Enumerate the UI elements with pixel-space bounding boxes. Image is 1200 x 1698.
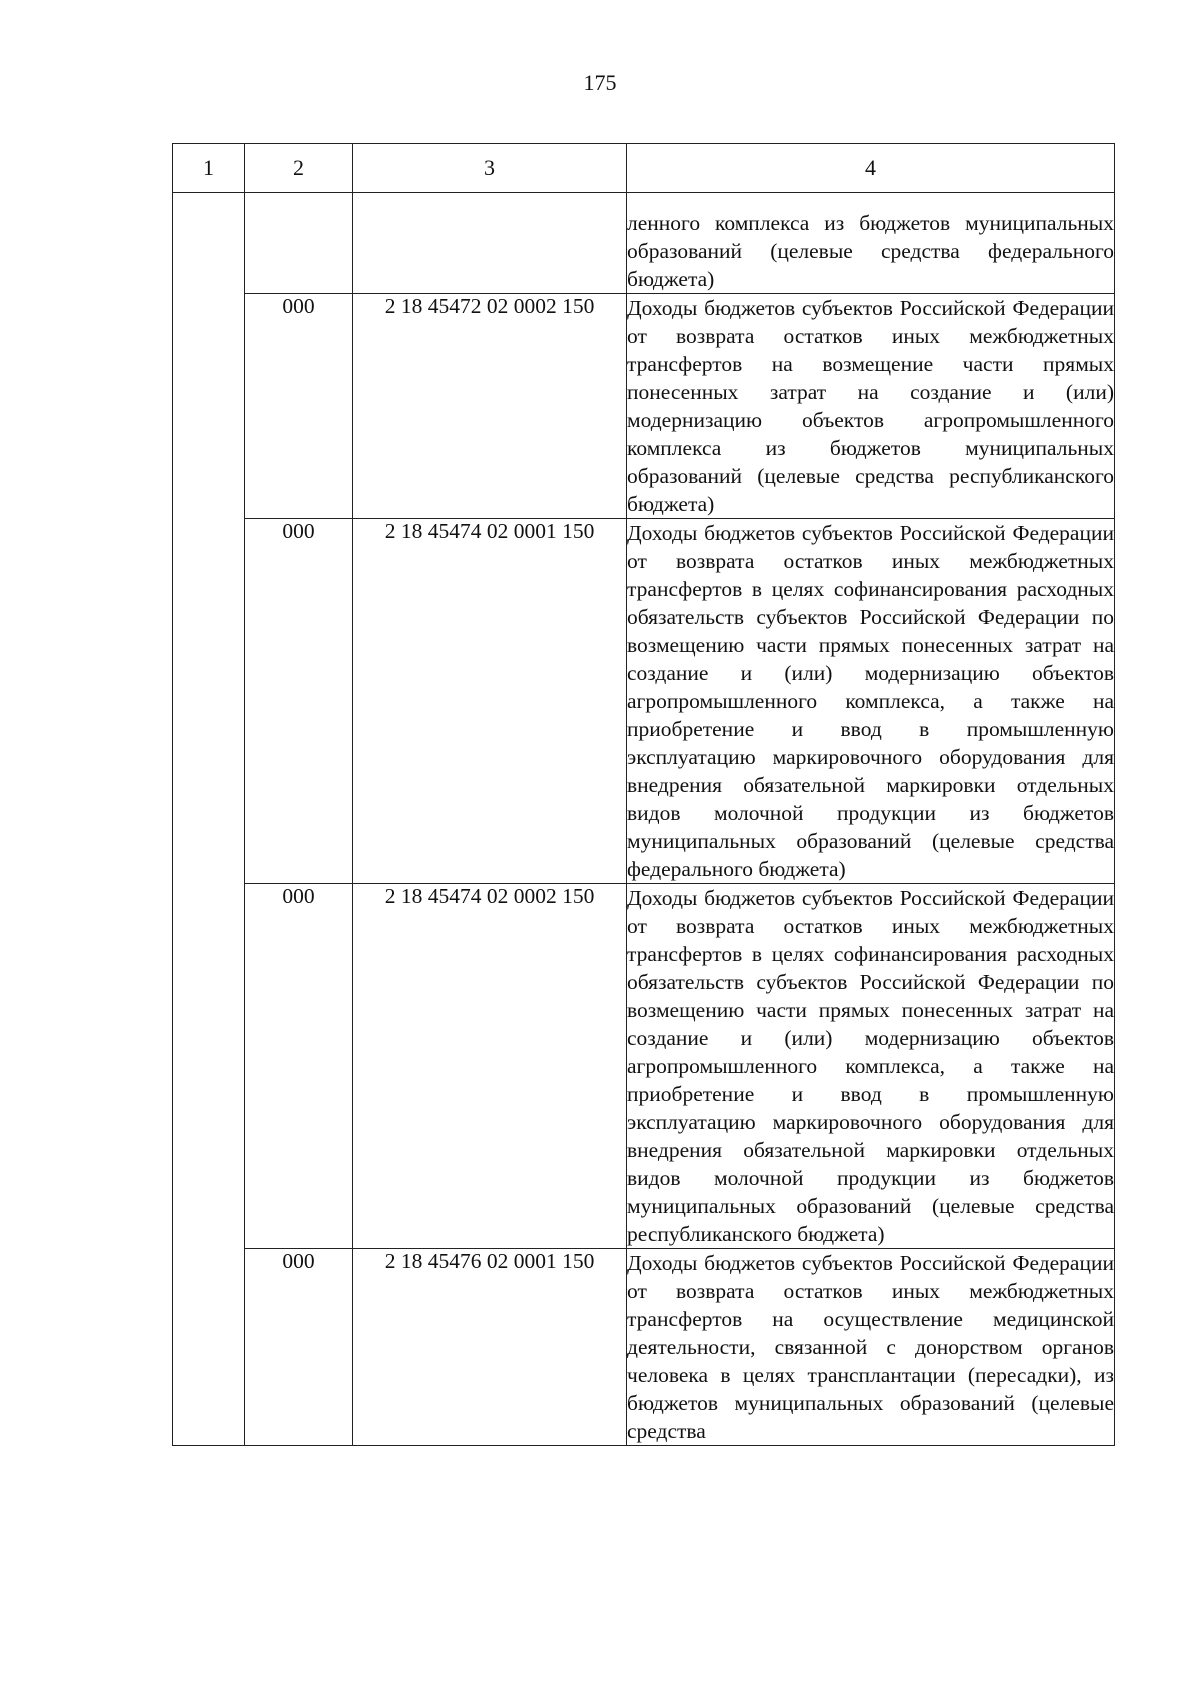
cell-col1 bbox=[173, 519, 245, 884]
cell-admin-code bbox=[245, 193, 353, 294]
cell-budget-code: 2 18 45474 02 0001 150 bbox=[353, 519, 627, 884]
table-row bbox=[173, 193, 1115, 294]
cell-description: Доходы бюджетов субъектов Российской Федерации от возврата остатков иных межбюджетных трансфертов в целях софинансирования расходных обязательств субъектов Российской Федерации по возмещению части прямых понесенных затрат на создание и (или) модернизацию объектов агропромышленного комплекса, а также на приобретение и ввод в промышленную эксплуатацию маркировочного оборудования для внедрения обязательной маркировки отдельных видов молочной продукции из бюджетов муниципальных образований (целевые средства республиканского бюджета) bbox=[627, 884, 1115, 1249]
cell-admin-code: 000 bbox=[245, 294, 353, 519]
table-row bbox=[173, 1249, 1115, 1446]
cell-budget-code: 2 18 45472 02 0002 150 bbox=[353, 294, 627, 519]
cell-col1 bbox=[173, 1249, 245, 1446]
cell-budget-code bbox=[353, 193, 627, 294]
cell-admin-code: 000 bbox=[245, 1249, 353, 1446]
table-row bbox=[173, 884, 1115, 1249]
cell-col1 bbox=[173, 193, 245, 294]
cell-description: Доходы бюджетов субъектов Российской Федерации от возврата остатков иных межбюджетных трансфертов на осуществление медицинской деятельности, связанной с донорством органов человека в целях трансплантации (пересадки), из бюджетов муниципальных образований (целевые средства bbox=[627, 1249, 1115, 1446]
cell-description: ленного комплекса из бюджетов муниципальных образований (целевые средства федерального бюджета) bbox=[627, 193, 1115, 294]
cell-budget-code: 2 18 45476 02 0001 150 bbox=[353, 1249, 627, 1446]
column-header-1: 1 bbox=[173, 144, 245, 193]
budget-classification-table bbox=[172, 143, 1115, 1446]
cell-description: Доходы бюджетов субъектов Российской Федерации от возврата остатков иных межбюджетных трансфертов в целях софинансирования расходных обязательств субъектов Российской Федерации по возмещению части прямых понесенных затрат на создание и (или) модернизацию объектов агропромышленного комплекса, а также на приобретение и ввод в промышленную эксплуатацию маркировочного оборудования для внедрения обязательной маркировки отдельных видов молочной продукции из бюджетов муниципальных образований (целевые средства федерального бюджета) bbox=[627, 519, 1115, 884]
column-header-4: 4 bbox=[627, 144, 1115, 193]
cell-budget-code: 2 18 45474 02 0002 150 bbox=[353, 884, 627, 1249]
cell-admin-code: 000 bbox=[245, 519, 353, 884]
cell-col1 bbox=[173, 884, 245, 1249]
table-row bbox=[173, 294, 1115, 519]
cell-admin-code: 000 bbox=[245, 884, 353, 1249]
page-number: 175 bbox=[583, 70, 617, 95]
cell-description: Доходы бюджетов субъектов Российской Федерации от возврата остатков иных межбюджетных трансфертов на возмещение части прямых понесенных затрат на создание и (или) модернизацию объектов агропромышленного комплекса из бюджетов муниципальных образований (целевые средства республиканского бюджета) bbox=[627, 294, 1115, 519]
column-header-2: 2 bbox=[245, 144, 353, 193]
cell-col1 bbox=[173, 294, 245, 519]
table-row bbox=[173, 519, 1115, 884]
column-header-3: 3 bbox=[353, 144, 627, 193]
table-header-row bbox=[173, 144, 1115, 193]
